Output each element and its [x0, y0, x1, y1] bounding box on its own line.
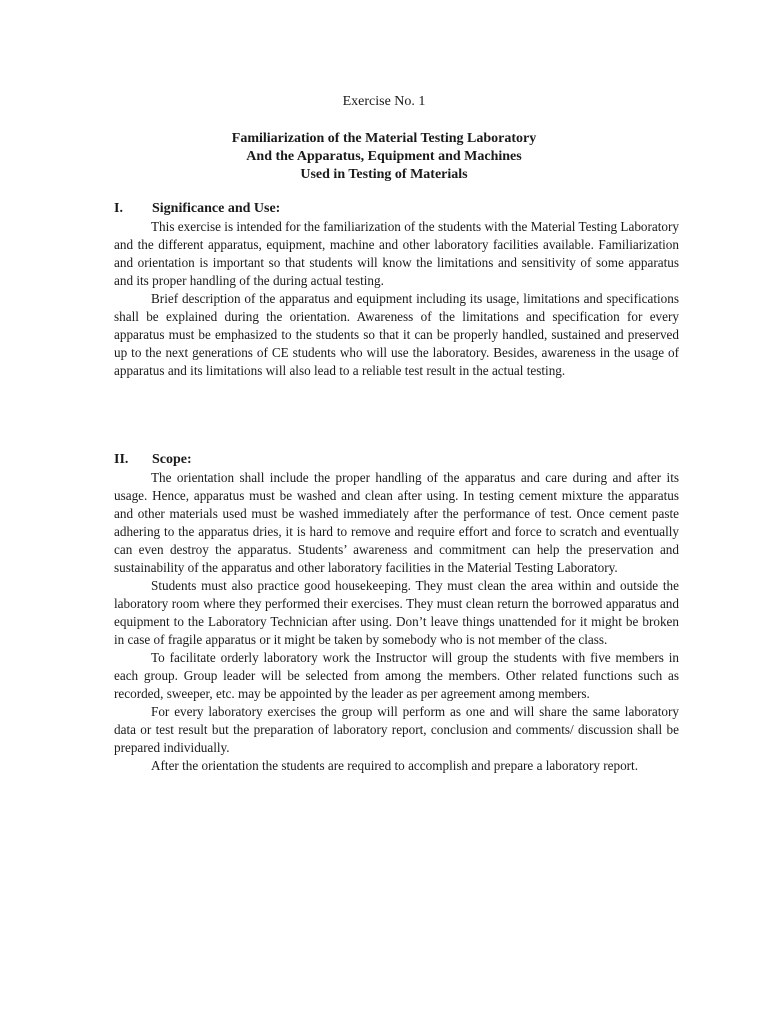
exercise-number: Exercise No. 1 [342, 94, 426, 109]
section-heading-scope [114, 451, 192, 469]
section-numeral: I. [114, 201, 123, 216]
title-line-2: And the Apparatus, Equipment and Machines [246, 149, 522, 164]
document-title [0, 130, 768, 184]
paragraph: To facilitate orderly laboratory work the Instructor will group the students with five members in each group. Group leader will be selected from among the members. Other related functions such as recorded, sweeper, etc. may be appointed by the leader as per agreement among members. [114, 650, 679, 701]
paragraph: Brief description of the apparatus and equipment including its usage, limitations and specifications shall be explained during the orientation. Awareness of the limitations and specification for every apparatus must be emphasized to the students so that it can be properly handled, sustained and preserved up to the next generations of CE students who will use the laboratory. Besides, awareness in the usage of apparatus and its limitations will also lead to a reliable test result in the actual testing. [114, 291, 679, 378]
section-title: Significance and Use: [152, 201, 281, 216]
paragraph: This exercise is intended for the familiarization of the students with the Material Testing Laboratory and the different apparatus, equipment, machine and other laboratory facilities available. Familiarization and orientation is important so that students will know the limitations and sensitivity of some apparatus and its proper handling of the during actual testing. [114, 219, 679, 288]
section-numeral: II. [114, 452, 129, 467]
title-line-1: Familiarization of the Material Testing Laboratory [231, 131, 537, 146]
section-body-scope [114, 469, 679, 775]
paragraph: The orientation shall include the proper handling of the apparatus and care during and after its usage. Hence, apparatus must be washed and clean after using. In testing cement mixture the apparatus and other materials used must be washed immediately after the performance of test. Once cement paste adhering to the apparatus dries, it is hard to remove and require effort and force to scratch and eventually can even destroy the apparatus. Students’ awareness and commitment can help the preservation and sustainability of the apparatus and other laboratory facilities in the Material Testing Laboratory. [114, 470, 679, 575]
section-body-significance [114, 218, 679, 380]
paragraph: Students must also practice good housekeeping. They must clean the area within and outside the laboratory room where they performed their exercises. They must clean return the borrowed apparatus and equipment to the Laboratory Technician after using. Don’t leave things unattended for it might be broken in case of fragile apparatus or it might be taken by somebody who is not member of the class. [114, 578, 679, 647]
section-title: Scope: [152, 452, 192, 467]
paragraph: For every laboratory exercises the group will perform as one and will share the same laboratory data or test result but the preparation of laboratory report, conclusion and comments/ discussion shall be prepared individually. [114, 704, 679, 755]
paragraph: After the orientation the students are required to accomplish and prepare a laboratory report. [151, 758, 639, 773]
title-line-3: Used in Testing of Materials [300, 167, 468, 182]
section-heading-significance [114, 200, 280, 218]
